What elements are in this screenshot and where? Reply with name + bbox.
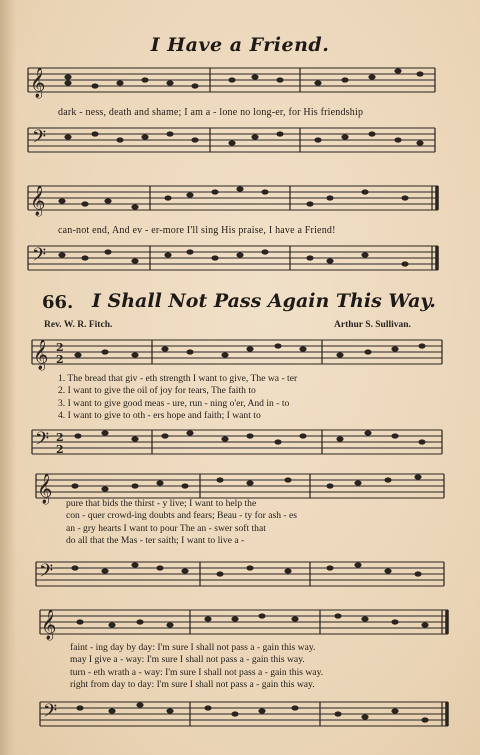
- hymn2-bass-staff-3: [0, 696, 480, 736]
- bass-clef-icon: 𝄢: [32, 245, 47, 270]
- hymn1-bass-staff-2: [0, 240, 480, 280]
- hymn1-treble-staff-2: [0, 180, 480, 220]
- bass-clef-icon: 𝄢: [32, 127, 47, 152]
- bass-clef-icon: 𝄢: [35, 429, 50, 454]
- treble-clef-icon: 𝄞: [41, 610, 57, 640]
- verse1-line: faint - ing day by day: I'm sure I shall not pass a - gain this way.: [70, 642, 316, 653]
- hymn2-treble-staff-1: [0, 334, 480, 374]
- hymn2-verses-block-3: [70, 642, 323, 692]
- verse1-line: 1. The bread that giv - eth strength I want to give, The wa - ter: [58, 373, 298, 384]
- time-signature-top: 2: [56, 431, 64, 444]
- hymn2-verses-block-2: [66, 498, 297, 548]
- treble-clef-icon: 𝄞: [30, 186, 46, 216]
- verse4-line: do all that the Mas - ter saith; I want to live a -: [66, 535, 245, 547]
- verse3-line: an - gry hearts I want to pour The an - swer soft that: [66, 522, 266, 534]
- time-signature-top: 2: [56, 341, 64, 354]
- verse3-line: 3. I want to give good meas - ure, run - ning o'er, And in - to: [58, 397, 290, 409]
- verse2-line: 2. I want to give the oil of joy for tears, The faith to: [58, 385, 256, 397]
- verse4-line: right from day to day: I'm sure I shall not pass a - gain this way.: [70, 679, 315, 691]
- hymn2-bass-staff-1: [0, 424, 480, 464]
- hymn2-bass-staff-2: [0, 556, 480, 596]
- treble-clef-icon: 𝄞: [33, 340, 49, 370]
- hymn1-treble-staff-1: [0, 62, 480, 102]
- verse3-line: turn - eth wrath a - way: I'm sure I shall not pass a - gain this way.: [70, 666, 324, 678]
- bass-clef-icon: 𝄢: [39, 561, 54, 586]
- hymn1-lyric-line-2: can-not end, And ev - er-more I'll sing His praise, I have a Friend!: [58, 225, 336, 236]
- hymn1-bass-staff-1: [0, 122, 480, 162]
- hymn2-notes-2: [71, 474, 421, 491]
- hymn2-author: Rev. W. R. Fitch.: [44, 320, 113, 330]
- verse4-line: 4. I want to give to oth - ers hope and faith; I want to: [58, 410, 261, 422]
- treble-clef-icon: 𝄞: [37, 474, 53, 504]
- hymn2-verses-block-1: [58, 373, 297, 423]
- verse2-line: con - quer crowd-ing doubts and fears; Beau - ty for ash - es: [66, 510, 297, 522]
- hymn2-composer: Arthur S. Sullivan.: [334, 320, 411, 330]
- hymn1-lyric-line-1: dark - ness, death and shame; I am a - lone no long-er, for His friendship: [58, 107, 364, 118]
- hymn2-treble-staff-3: [0, 604, 480, 644]
- treble-clef-icon: 𝄞: [30, 68, 46, 98]
- hymn2-title: I Shall Not Pass Again This Way.: [92, 290, 436, 312]
- hymn1-title: I Have a Friend.: [150, 34, 330, 56]
- hymn2-number: 66.: [42, 292, 74, 313]
- verse1-line: pure that bids the thirst - y live; I want to help the: [66, 498, 257, 509]
- verse2-line: may I give a - way: I'm sure I shall not pass a - gain this way.: [70, 654, 305, 666]
- time-signature-bottom: 2: [56, 443, 64, 456]
- time-signature-bottom: 2: [56, 353, 64, 366]
- bass-clef-icon: 𝄢: [43, 701, 58, 726]
